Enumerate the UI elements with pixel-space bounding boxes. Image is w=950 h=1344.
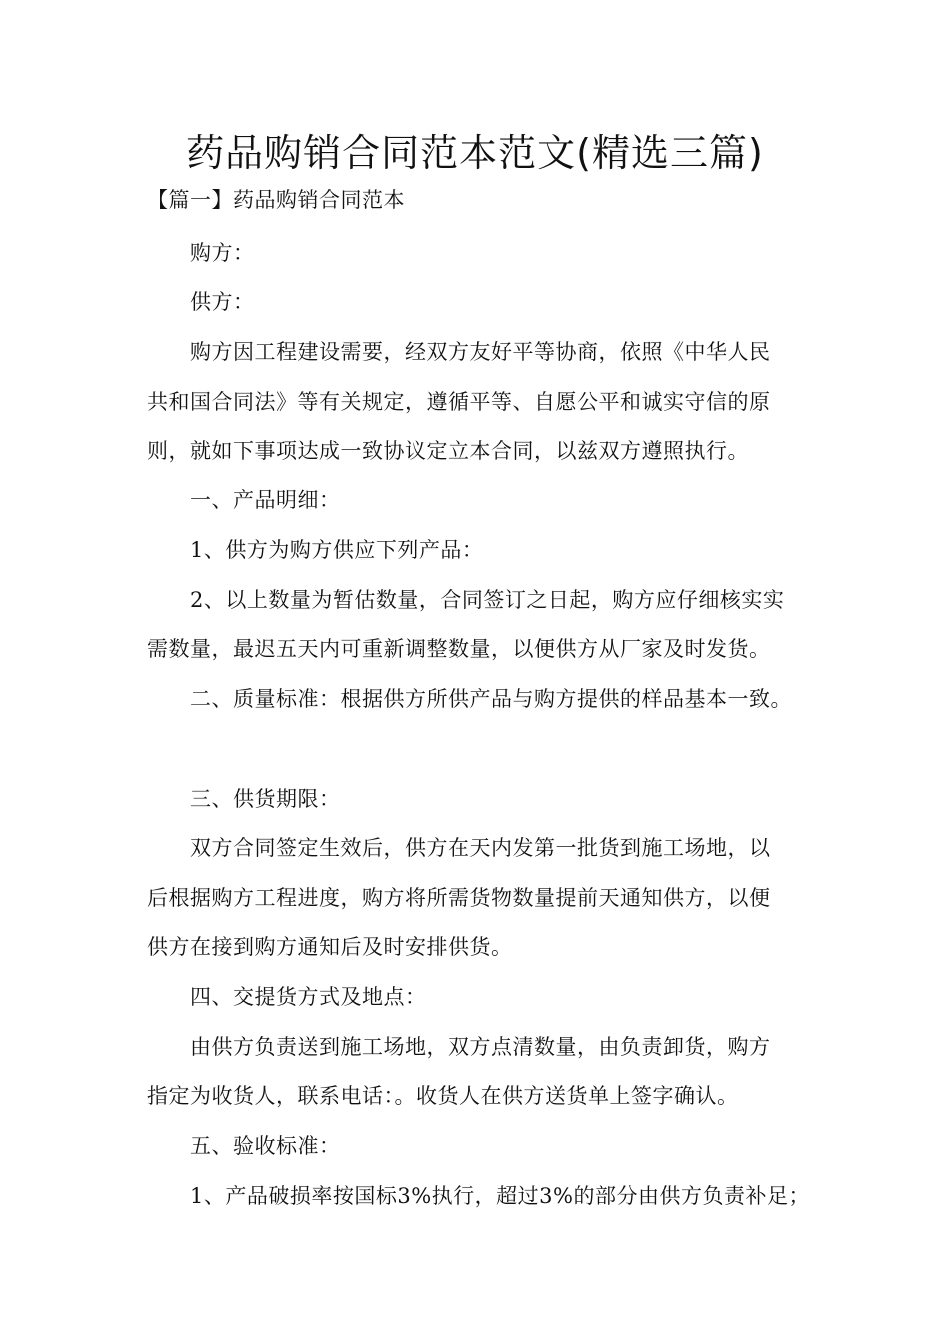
paragraph-line: 二、质量标准：根据供方所供产品与购方提供的样品基本一致。 [190, 687, 792, 711]
paragraph-line: 五、验收标准： [190, 1134, 341, 1158]
paragraph-line: 一、产品明细： [190, 488, 341, 512]
paragraph-line: 供方： [190, 290, 255, 314]
paragraph-line: 1、产品破损率按国标3%执行，超过3%的部分由供方负责补足； [190, 1184, 810, 1208]
paragraph-line: 指定为收货人，联系电话：。收货人在供方送货单上签字确认。 [147, 1084, 739, 1108]
paragraph-line: 购方： [190, 241, 255, 265]
paragraph-line: 四、交提货方式及地点： [190, 985, 427, 1009]
paragraph-line: 由供方负责送到施工场地，双方点清数量，由负责卸货，购方 [190, 1035, 771, 1059]
paragraph-line: 三、供货期限： [190, 787, 341, 811]
paragraph-line: 供方在接到购方通知后及时安排供货。 [147, 935, 513, 959]
paragraph-line: 后根据购方工程进度，购方将所需货物数量提前天通知供方，以便 [147, 886, 771, 910]
section-heading: 【篇一】药品购销合同范本 [147, 188, 405, 212]
paragraph-line: 1、供方为购方供应下列产品： [190, 538, 484, 562]
paragraph-line: 共和国合同法》等有关规定，遵循平等、自愿公平和诚实守信的原 [147, 390, 771, 414]
paragraph-line: 需数量，最迟五天内可重新调整数量，以便供方从厂家及时发货。 [147, 637, 771, 661]
paragraph-line: 则，就如下事项达成一致协议定立本合同，以兹双方遵照执行。 [147, 439, 749, 463]
paragraph-line: 双方合同签定生效后，供方在天内发第一批货到施工场地，以 [190, 836, 771, 860]
paragraph-line: 2、以上数量为暂估数量，合同签订之日起，购方应仔细核实实 [190, 588, 785, 612]
document-title: 药品购销合同范本范文(精选三篇) [186, 131, 764, 175]
paragraph-line: 购方因工程建设需要，经双方友好平等协商，依照《中华人民 [190, 340, 771, 364]
